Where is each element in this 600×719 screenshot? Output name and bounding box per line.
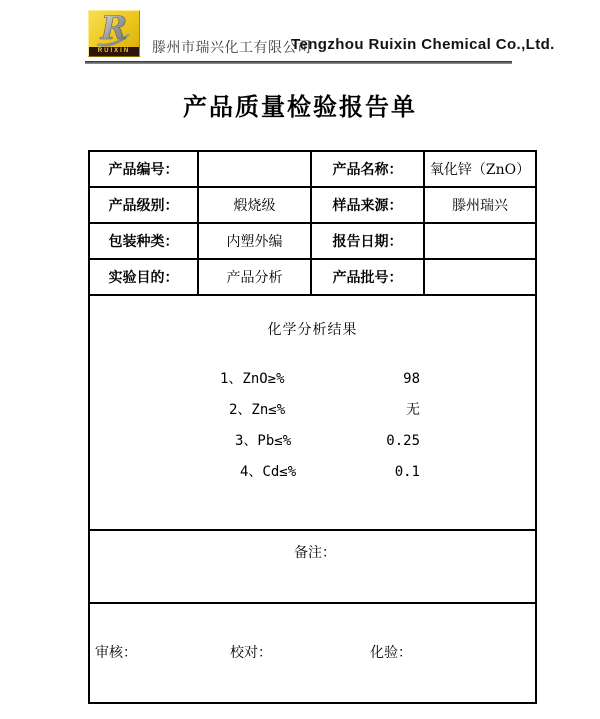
logo-brand-label: RUIXIN [89, 47, 139, 56]
page-title: 产品质量检验报告单 [183, 94, 417, 121]
remarks-label: 备注： [294, 545, 336, 561]
company-name-en: Tengzhou Ruixin Chemical Co.,Ltd. [291, 36, 555, 53]
product-number-label: 产品编号： [89, 151, 198, 187]
company-logo [88, 10, 140, 57]
info-row-4 [89, 259, 536, 295]
header-divider [85, 61, 512, 64]
product-grade-label: 产品级别： [89, 187, 198, 223]
analysis-item-zn [90, 395, 535, 426]
analysis-section [89, 295, 536, 530]
experiment-purpose-label: 实验目的： [89, 259, 198, 295]
analysis-name: 3、Pb≤% [235, 433, 292, 449]
info-row-2 [89, 187, 536, 223]
signature-row [89, 603, 536, 703]
product-name-label: 产品名称： [311, 151, 424, 187]
report-date-label: 报告日期： [311, 223, 424, 259]
test-label: 化验： [370, 645, 412, 661]
analysis-value: 无 [406, 402, 420, 418]
batch-number-value [424, 259, 536, 295]
experiment-purpose-value: 产品分析 [198, 259, 311, 295]
report-table [88, 150, 537, 704]
report-date-value [424, 223, 536, 259]
analysis-row [89, 295, 536, 530]
sample-source-label: 样品来源： [311, 187, 424, 223]
analysis-title: 化学分析结果 [267, 322, 358, 338]
proofread-label: 校对： [230, 645, 272, 661]
remarks-row [89, 530, 536, 603]
analysis-item-pb [90, 426, 535, 457]
packaging-type-value: 内塑外编 [198, 223, 311, 259]
review-label: 审核： [95, 645, 137, 661]
signature-section [89, 603, 536, 703]
analysis-items [90, 364, 535, 488]
packaging-type-label: 包装种类： [89, 223, 198, 259]
analysis-value: 98 [403, 371, 420, 387]
analysis-name: 2、Zn≤% [229, 402, 286, 418]
analysis-item-cd [90, 457, 535, 488]
batch-number-label: 产品批号： [311, 259, 424, 295]
analysis-item-zno [90, 364, 535, 395]
company-name-cn: 滕州市瑞兴化工有限公司 [152, 40, 312, 56]
product-grade-value: 煅烧级 [198, 187, 311, 223]
remarks-section [89, 530, 536, 603]
product-number-value [198, 151, 311, 187]
analysis-value: 0.25 [386, 433, 420, 449]
analysis-name: 4、Cd≤% [240, 464, 297, 480]
logo-r-icon [89, 10, 141, 48]
analysis-name: 1、ZnO≥% [220, 371, 285, 387]
svg-text:R: R [100, 10, 128, 47]
analysis-value: 0.1 [394, 464, 420, 480]
sample-source-value: 滕州瑞兴 [424, 187, 536, 223]
info-row-3 [89, 223, 536, 259]
info-row-1 [89, 151, 536, 187]
product-name-value: 氧化锌（ZnO） [424, 151, 536, 187]
